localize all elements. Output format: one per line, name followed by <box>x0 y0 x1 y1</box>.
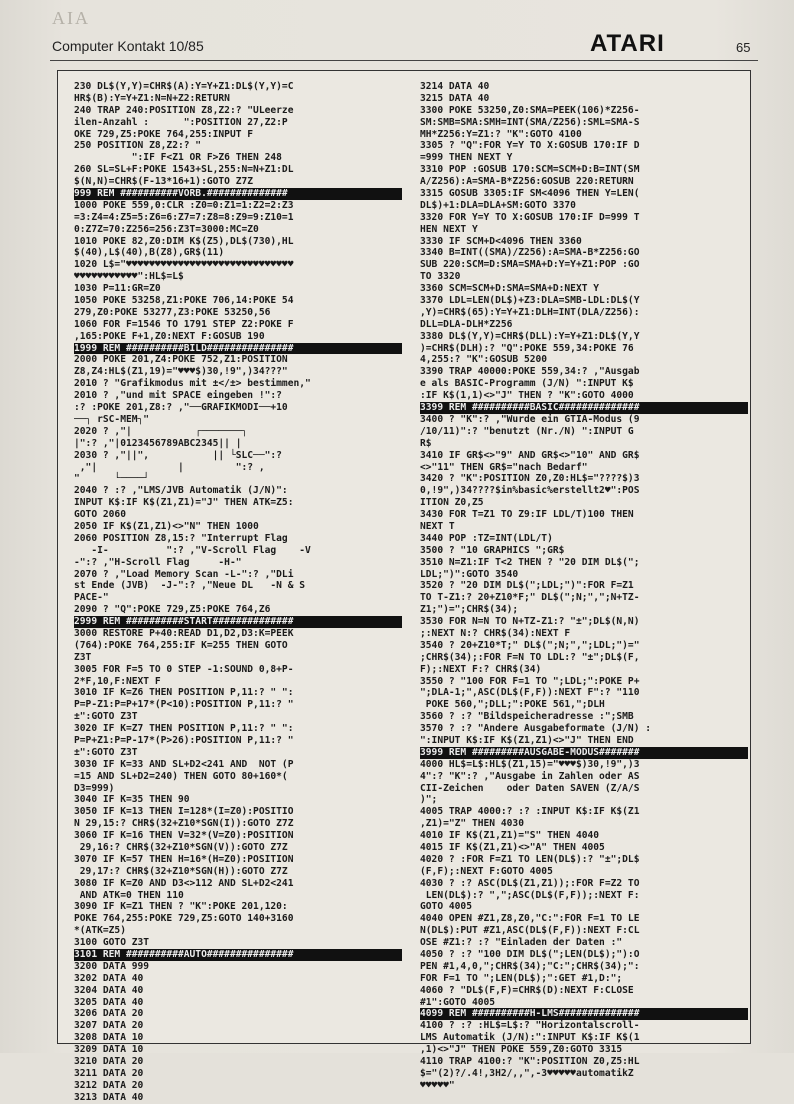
listing-line: 1060 FOR F=1546 TO 1791 STEP Z2:POKE F <box>74 318 294 330</box>
listing-line: 4020 ? :FOR F=Z1 TO LEN(DL$):? "±";DL$ <box>420 853 640 865</box>
listing-line: OKE 729,Z5:POKE 764,255:INPUT F <box>74 128 254 140</box>
listing-line: ":INPUT K$:IF K$(Z1,Z1)<>"J" THEN END <box>420 734 634 746</box>
listing-line: 2060 POSITION Z8,15:? "Interrupt Flag <box>74 532 288 544</box>
listing-line: SUB 220:SCM=D:SMA=SMA+D:Y=Y+Z1:POP :GO <box>420 259 640 271</box>
listing-line: 0,!9",)34????$in%basic%erstellt2♥":POS <box>420 485 640 497</box>
listing-line: ──┐ rSC-MEM┐" <box>74 413 150 425</box>
listing-line: 3010 IF K=Z6 THEN POSITION P,11:? " ": <box>74 687 294 699</box>
listing-line: ITION Z0,Z5 <box>420 497 484 509</box>
listing-line: 3000 RESTORE P+40:READ D1,D2,D3:K=PEEK <box>74 627 294 639</box>
listing-line: 2*F,10,F:NEXT F <box>74 675 161 687</box>
listing-line: R$ <box>420 437 432 449</box>
listing-line: 3080 IF K=Z0 AND D3<>112 AND SL+D2<241 <box>74 877 294 889</box>
listing-line: 279,Z0:POKE 53277,Z3:POKE 53250,56 <box>74 306 271 318</box>
listing-line: ";DLA-1;",ASC(DL$(F,F)):NEXT F":? "110 <box>420 687 640 699</box>
listing-line: ,1)<>"J" THEN POKE 559,Z0:GOTO 3315 <box>420 1044 623 1056</box>
listing-line: FOR F=1 TO ";LEN(DL$);":GET #1,D:"; <box>420 972 623 984</box>
listing-line: (764):POKE 764,255:IF K=255 THEN GOTO <box>74 639 288 651</box>
listing-line: 3400 ? "K":? ,"Wurde ein GTIA-Modus (9 <box>420 413 640 425</box>
listing-line: OSE #Z1:? :? "Einladen der Daten :" <box>420 937 623 949</box>
listing-line: 2020 ? ,"| ┌───────┐ <box>74 425 248 437</box>
listing-line: MH*Z256:Y=Z1:? "K":GOTO 4100 <box>420 128 582 140</box>
listing-line: 230 DL$(Y,Y)=CHR$(A):Y=Y+Z1:DL$(Y,Y)=C <box>74 81 294 92</box>
listing-line: 3315 GOSUB 3305:IF SM<4096 THEN Y=LEN( <box>420 188 640 200</box>
listing-line: 3208 DATA 10 <box>74 1032 144 1044</box>
listing-line: INPUT K$:IF K$(Z1,Z1)="J" THEN ATK=Z5: <box>74 497 294 509</box>
listing-line: SM:SMB=SMA:SMH=INT(SMA/Z256):SML=SMA-S <box>420 116 640 128</box>
listing-line: 1020 L$="♥♥♥♥♥♥♥♥♥♥♥♥♥♥♥♥♥♥♥♥♥♥♥♥♥♥♥♥♥ <box>74 259 294 271</box>
listing-line: 1010 POKE 82,Z0:DIM K$(Z5),DL$(730),HL <box>74 235 294 247</box>
listing-line: )=CHR$(DLH):? "Q":POKE 559,34:POKE 76 <box>420 342 634 354</box>
listing-line: POKE 764,255:POKE 729,Z5:GOTO 140+3160 <box>74 913 294 925</box>
listing-line: /10/11)":? "benutzt (Nr./N) ":INPUT G <box>420 425 634 437</box>
listing-line: 3310 POP :GOSUB 170:SCM=SCM+D:B=INT(SM <box>420 164 640 176</box>
listing-line: PACE-" <box>74 592 109 604</box>
listing-line: DL$)+1:DLA=DLA+SM:GOTO 3370 <box>420 199 576 211</box>
listing-line: 3205 DATA 40 <box>74 996 144 1008</box>
listing-line: 4099 REM ##########H-LMS############## <box>420 1008 748 1020</box>
listing-line: 3202 DATA 40 <box>74 972 144 984</box>
listing-line: =15 AND SL+D2=240) THEN GOTO 80+160*( <box>74 770 288 782</box>
listing-line: 3410 IF GR$<>"9" AND GR$<>"10" AND GR$ <box>420 449 640 461</box>
listing-line: 3540 ? 20+Z10*T;" DL$(";N;",";LDL;")=" <box>420 639 640 651</box>
listing-line: 3101 REM ##########AUTO############### <box>74 949 402 961</box>
listing-line: 240 TRAP 240:POSITION Z8,Z2:? "ULeerze <box>74 104 294 116</box>
listing-line: Z3T <box>74 651 92 663</box>
listing-line: 3999 REM #########AUSGABE-MODUS####### <box>420 747 748 759</box>
page-stamp: AIA <box>52 8 90 28</box>
listing-line: 1050 POKE 53258,Z1:POKE 706,14:POKE 54 <box>74 295 294 307</box>
listing-line: st Ende (JVB) -J-":? ,"Neue DL -N & S <box>74 580 306 592</box>
listing-line: 3200 DATA 999 <box>74 960 150 972</box>
listing-line: 4,255:? "K":GOSUB 5200 <box>420 354 548 366</box>
listing-line: 29,16:? CHR$(32+Z10*SGN(V)):GOTO Z7Z <box>74 842 288 853</box>
listing-line: F);:NEXT F:? CHR$(34) <box>420 663 542 675</box>
listing-line: e als BASIC-Programm (J/N) ":INPUT K$ <box>420 378 634 390</box>
listing-line: 3070 IF K=57 THEN H=16*(H=Z0):POSITION <box>74 853 294 865</box>
listing-line: Z1;")=";CHR$(34); <box>420 604 519 616</box>
listing-line: POKE 560,";DLL;":POKE 561,";DLH <box>420 699 605 711</box>
listing-line: 2030 ? ,"||", || └SLC──":? <box>74 449 282 461</box>
listing-line: 3560 ? :? "Bildspeicheradresse :";SMB <box>420 711 634 723</box>
listing-line: 1030 P=11:GR=Z0 <box>74 283 161 295</box>
listing-line: 4040 OPEN #Z1,Z8,Z0,"C:":FOR F=1 TO LE <box>420 913 640 925</box>
listing-line: 3210 DATA 20 <box>74 1056 144 1068</box>
listing-line: ,165:POKE F+1,Z0:NEXT F:GOSUB 190 <box>74 330 265 342</box>
listing-line: 3570 ? :? "Andere Ausgabeformate (J/N) : <box>420 723 652 735</box>
listing-line: (F,F);:NEXT F:GOTO 4005 <box>420 865 553 877</box>
page-number: 65 <box>736 40 751 55</box>
listing-line: 3300 POKE 53250,Z0:SMA=PEEK(106)*Z256- <box>420 104 640 116</box>
listing-line: 3100 GOTO Z3T <box>74 937 150 949</box>
listing-line: 4010 IF K$(Z1,Z1)="S" THEN 4040 <box>420 830 600 842</box>
listing-line: AND ATK=0 THEN 110 <box>74 889 184 901</box>
listing-line: 3520 ? "20 DIM DL$(";LDL;")":FOR F=Z1 <box>420 580 634 592</box>
listing-line: ;CHR$(34);:FOR F=N TO LDL:? "±";DL$(F, <box>420 651 640 663</box>
header-rule <box>50 60 758 61</box>
listing-line: ♥♥♥♥♥" <box>420 1079 455 1091</box>
listing-line: ":IF F<Z1 OR F>Z6 THEN 248 <box>74 152 282 164</box>
listing-line: 4":? "K":? ,"Ausgabe in Zahlen oder AS <box>420 770 640 782</box>
listing-line: TO T-Z1:? 20+Z10*F;" DL$(";N;",";N+TZ- <box>420 592 640 604</box>
listing-line: 29,17:? CHR$(32+Z10*SGN(H)):GOTO Z7Z <box>74 865 288 877</box>
listing-line: 3390 TRAP 40000:POKE 559,34:? ,"Ausgab <box>420 366 640 378</box>
listing-line: 2090 ? "Q":POKE 729,Z5:POKE 764,Z6 <box>74 604 271 616</box>
listing-line: 2999 REM ##########START############## <box>74 616 402 628</box>
listing-line: GOTO 2060 <box>74 509 126 521</box>
listing-line: 250 POSITION Z8,Z2:? " <box>74 140 202 152</box>
listing-line: LEN(DL$):? ",";ASC(DL$(F,F));:NEXT F: <box>420 889 640 901</box>
listing-line: PEN #1,4,0,";CHR$(34);"C:";CHR$(34);": <box>420 960 640 972</box>
listing-line: A/Z256):A=SMA-B*Z256:GOSUB 220:RETURN <box>420 176 634 188</box>
listing-line: |":? ,"|0123456789ABC2345|| | <box>74 437 242 449</box>
listing-line: D3=999) <box>74 782 115 794</box>
listing-line: P=P+Z1:P=P-17*(P>26):POSITION P,11:? " <box>74 734 294 746</box>
listing-line: 4015 IF K$(Z1,Z1)<>"A" THEN 4005 <box>420 842 605 853</box>
listing-line: 2010 ? ,"und mit SPACE eingeben !":? <box>74 390 282 402</box>
section-title: ATARI <box>590 30 665 57</box>
listing-line: 3430 FOR T=Z1 TO Z9:IF LDL/T)100 THEN <box>420 509 634 521</box>
listing-line: 3209 DATA 10 <box>74 1044 144 1056</box>
listing-line: 3211 DATA 20 <box>74 1067 144 1079</box>
listing-line: 3305 ? "Q":FOR Y=Y TO X:GOSUB 170:IF D <box>420 140 640 152</box>
listing-line: 3206 DATA 20 <box>74 1008 144 1020</box>
listing-line: 1000 POKE 559,0:CLR :Z0=0:Z1=1:Z2=2:Z3 <box>74 199 294 211</box>
listing-line: 2010 ? "Grafikmodus mit ±</±> bestimmen," <box>74 378 311 390</box>
listing-line: " └────┘ <box>74 473 150 485</box>
listing-line: ,Z1)="Z" THEN 4030 <box>420 818 524 830</box>
listing-line: P=P-Z1:P=P+17*(P<10):POSITION P,11:? " <box>74 699 294 711</box>
listing-line: LMS Automatik (J/N):":INPUT K$:IF K$(1 <box>420 1032 640 1044</box>
listing-line: :? :POKE 201,Z8:? ,"──GRAFIKMODI──+10 <box>74 402 288 414</box>
listing-line: =999 THEN NEXT Y <box>420 152 513 164</box>
listing-line: 3360 SCM=SCM+D:SMA=SMA+D:NEXT Y <box>420 283 600 295</box>
listing-line: 4030 ? :? ASC(DL$(Z1,Z1));:FOR F=Z2 TO <box>420 877 640 889</box>
listing-line: 3050 IF K=13 THEN I=128*(I=Z0):POSITIO <box>74 806 294 818</box>
listing-line: 3090 IF K=Z1 THEN ? "K":POKE 201,120: <box>74 901 288 913</box>
listing-line: ilen-Anzahl : ":POSITION 27,Z2:P <box>74 116 288 128</box>
listing-line: )"; <box>420 794 438 806</box>
listing-line: 3040 IF K=35 THEN 90 <box>74 794 190 806</box>
listing-line: 3380 DL$(Y,Y)=CHR$(DLL):Y=Y+Z1:DL$(Y,Y <box>420 330 640 342</box>
listing-line: 3500 ? "10 GRAPHICS ";GR$ <box>420 544 565 556</box>
listing-line: GOTO 4005 <box>420 901 472 913</box>
listing-line: $="(2)?/.4!,3H2/,,",-3♥♥♥♥♥automatikZ <box>420 1067 634 1079</box>
listing-line: 3399 REM ##########BASIC############## <box>420 402 748 414</box>
listing-line: N(DL$):PUT #Z1,ASC(DL$(F,F)):NEXT F:CL <box>420 925 640 937</box>
listing-line: 4110 TRAP 4100:? "K":POSITION Z0,Z5:HL <box>420 1056 640 1068</box>
listing-column-right <box>420 81 748 1092</box>
listing-line: HEN NEXT Y <box>420 223 478 235</box>
listing-line: 2050 IF K$(Z1,Z1)<>"N" THEN 1000 <box>74 520 259 532</box>
listing-line: 3215 DATA 40 <box>420 92 490 104</box>
listing-line: $(N,N)=CHR$(F-13*16+1):GOTO Z7Z <box>74 176 254 188</box>
listing-line: 4050 ? :? "100 DIM DL$(";LEN(DL$);"):O <box>420 949 640 961</box>
listing-line: 260 SL=SL+F:POKE 1543+SL,255:N=N+Z1:DL <box>74 164 294 176</box>
listing-line: 4060 ? "DL$(F,F)=CHR$(D):NEXT F:CLOSE <box>420 984 634 996</box>
listing-line: TO 3320 <box>420 271 461 283</box>
listing-line: 2040 ? :? ,"LMS/JVB Automatik (J/N)": <box>74 485 288 497</box>
listing-line: *(ATK=Z5) <box>74 925 126 937</box>
listing-line: 0:Z7Z=70:Z256=256:Z3T=3000:MC=Z0 <box>74 223 259 235</box>
listing-line: Z8,Z4:HL$(Z1,19)="♥♥♥$)30,!9",)34???" <box>74 366 288 378</box>
listing-line: ±":GOTO Z3T <box>74 746 138 758</box>
listing-line: :IF K$(1,1)<>"J" THEN ? "K":GOTO 4000 <box>420 390 634 402</box>
listing-line: 3030 IF K=33 AND SL+D2<241 AND NOT (P <box>74 758 294 770</box>
listing-line: ,"| | ":? , <box>74 461 265 473</box>
listing-line: 4005 TRAP 4000:? :? :INPUT K$:IF K$(Z1 <box>420 806 640 818</box>
listing-line: $(40),L$(40),B(Z8),GR$(11) <box>74 247 225 259</box>
listing-line: 3440 POP :TZ=INT(LDL/T) <box>420 532 553 544</box>
listing-line: -":? ,"H-Scroll Flag -H-" <box>74 556 242 568</box>
listing-line: 3213 DATA 40 <box>74 1091 144 1103</box>
listing-line: NEXT T <box>420 520 455 532</box>
listing-line: 3420 ? "K":POSITION Z0,Z0:HL$="????$)3 <box>420 473 640 485</box>
listing-line: 3207 DATA 20 <box>74 1020 144 1032</box>
listing-line: 4100 ? :? :HL$=L$:? "Horizontalscroll- <box>420 1020 640 1032</box>
listing-line: 1999 REM ##########BILD############### <box>74 343 402 355</box>
listing-line: 3370 LDL=LEN(DL$)+Z3:DLA=SMB-LDL:DL$(Y <box>420 295 640 307</box>
listing-line: 3214 DATA 40 <box>420 81 490 92</box>
listing-line: <>"11" THEN GR$="nach Bedarf" <box>420 461 588 473</box>
listing-line: ;:NEXT N:? CHR$(34):NEXT F <box>420 627 571 639</box>
listing-line: 3212 DATA 20 <box>74 1079 144 1091</box>
listing-line: HR$(B):Y=Y+Z1:N=N+Z2:RETURN <box>74 92 230 104</box>
listing-line: 999 REM ##########VORB.############## <box>74 188 402 200</box>
listing-line: DLL=DLA-DLH*Z256 <box>420 318 513 330</box>
listing-line: ,Y)=CHR$(65):Y=Y+Z1:DLH=INT(DLA/Z256): <box>420 306 640 318</box>
program-listing <box>57 70 751 1103</box>
listing-line: ±":GOTO Z3T <box>74 711 138 723</box>
listing-line: 2000 POKE 201,Z4:POKE 752,Z1:POSITION <box>74 354 288 366</box>
listing-line: 3330 IF SCM+D<4096 THEN 3360 <box>420 235 582 247</box>
listing-line: 3005 FOR F=5 TO 0 STEP -1:SOUND 0,8+P- <box>74 663 294 675</box>
listing-line: LDL;")":GOTO 3540 <box>420 568 519 580</box>
listing-line: ♥♥♥♥♥♥♥♥♥♥♥":HL$=L$ <box>74 271 184 283</box>
listing-line: CII-Zeichen oder Daten SAVEN (Z/A/S <box>420 782 640 794</box>
listing-line: 3530 FOR N=N TO N+TZ-Z1:? "±";DL$(N,N) <box>420 616 640 628</box>
listing-line: 3060 IF K=16 THEN V=32*(V=Z0):POSITION <box>74 830 294 842</box>
listing-line: 3550 ? "100 FOR F=1 TO ";LDL;":POKE P+ <box>420 675 640 687</box>
listing-column-left <box>74 81 402 1104</box>
listing-line: 3510 N=Z1:IF T<2 THEN ? "20 DIM DL$("; <box>420 556 640 568</box>
listing-line: 3020 IF K=Z7 THEN POSITION P,11:? " ": <box>74 723 294 735</box>
listing-line: 3320 FOR Y=Y TO X:GOSUB 170:IF D=999 T <box>420 211 640 223</box>
listing-line: N 29,15:? CHR$(32+Z10*SGN(I)):GOTO Z7Z <box>74 818 294 830</box>
listing-line: 2070 ? ,"Load Memory Scan -L-":? ,"DLi <box>74 568 294 580</box>
listing-line: -I- ":? ,"V-Scroll Flag -V <box>74 544 311 556</box>
listing-line: #1":GOTO 4005 <box>420 996 496 1008</box>
listing-line: =3:Z4=4:Z5=5:Z6=6:Z7=7:Z8=8:Z9=9:Z10=1 <box>74 211 294 223</box>
listing-line: 3204 DATA 40 <box>74 984 144 996</box>
listing-line: 4000 HL$=L$:HL$(Z1,15)="♥♥♥$)30,!9",)3 <box>420 758 640 770</box>
listing-line: 3340 B=INT((SMA)/Z256):A=SMA-B*Z256:GO <box>420 247 640 259</box>
magazine-issue: Computer Kontakt 10/85 <box>52 38 204 54</box>
